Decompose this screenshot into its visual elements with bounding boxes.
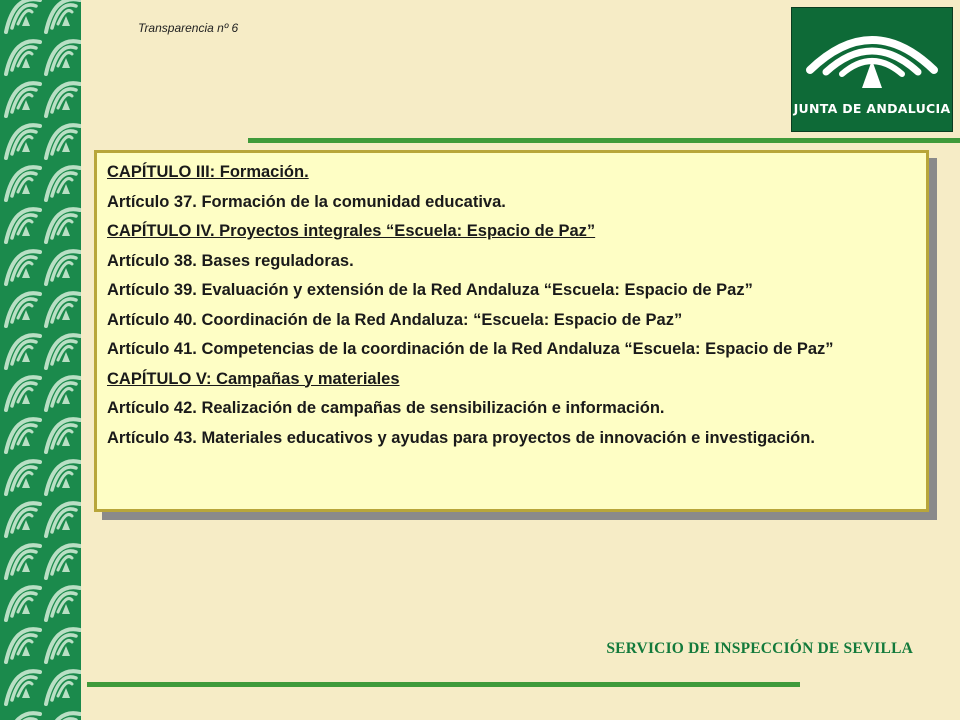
content-line: Artículo 42. Realización de campañas de sensibilización e información. (107, 399, 665, 417)
strip-motif-icon (46, 545, 80, 578)
junta-de-andalucia-logo (791, 7, 953, 132)
strip-motif-icon (46, 713, 80, 720)
strip-motif-icon (46, 377, 80, 410)
strip-motif-icon (6, 461, 40, 494)
content-line: Artículo 43. Materiales educativos y ayudas para proyectos de innovación e investigación. (107, 428, 815, 447)
top-divider-line (248, 138, 960, 143)
content-box (94, 150, 929, 512)
strip-motif-icon (46, 125, 80, 158)
content-line: CAPÍTULO III: Formación. (107, 163, 309, 181)
strip-motif-icon (6, 419, 40, 452)
strip-motif-icon (6, 251, 40, 284)
logo-text: JUNTA DE ANDALUCIA (793, 101, 951, 116)
strip-motif-icon (6, 83, 40, 116)
strip-motif-icon (6, 545, 40, 578)
strip-motif-icon (46, 335, 80, 368)
strip-motif-icon (6, 587, 40, 620)
strip-motif-icon (46, 503, 80, 536)
footer-service-name: SERVICIO DE INSPECCIÓN DE SEVILLA (606, 640, 913, 657)
content-line: Artículo 37. Formación de la comunidad educativa. (107, 192, 506, 211)
slide-number-label: Transparencia nº 6 (138, 21, 239, 35)
strip-motif-icon (46, 293, 80, 326)
strip-motif-icon (46, 671, 80, 704)
strip-motif-icon (46, 83, 80, 116)
strip-motif-icon (46, 461, 80, 494)
strip-motif-icon (6, 629, 40, 662)
strip-motif-icon (46, 419, 80, 452)
content-line: Artículo 40. Coordinación de la Red Andaluza: “Escuela: Espacio de Paz” (107, 310, 683, 329)
content-line: CAPÍTULO IV. Proyectos integrales “Escuela: Espacio de Paz” (107, 222, 596, 240)
decorative-left-strip (0, 0, 81, 720)
strip-motif-icon (46, 629, 80, 662)
strip-motif-icon (46, 0, 80, 32)
strip-motif-icon (46, 209, 80, 242)
strip-motif-icon (6, 377, 40, 410)
strip-motif-icon (6, 671, 40, 704)
strip-motif-icon (6, 41, 40, 74)
strip-motif-icon (6, 335, 40, 368)
content-line: Artículo 39. Evaluación y extensión de la Red Andaluza “Escuela: Espacio de Paz” (107, 281, 753, 299)
strip-motif-icon (6, 125, 40, 158)
bottom-divider-line (87, 682, 800, 687)
content-line: Artículo 41. Competencias de la coordinación de la Red Andaluza “Escuela: Espacio de Paz” (107, 340, 834, 358)
strip-motif-icon (6, 503, 40, 536)
strip-motif-icon (6, 0, 40, 32)
strip-motif-icon (46, 251, 80, 284)
strip-motif-icon (46, 41, 80, 74)
content-line: Artículo 38. Bases reguladoras. (107, 251, 354, 270)
strip-motif-icon (6, 167, 40, 200)
strip-motif-icon (46, 167, 80, 200)
strip-motif-icon (6, 293, 40, 326)
strip-motif-icon (46, 587, 80, 620)
strip-motif-icon (6, 713, 40, 720)
strip-motif-icon (6, 209, 40, 242)
content-line: CAPÍTULO V: Campañas y materiales (107, 369, 400, 388)
